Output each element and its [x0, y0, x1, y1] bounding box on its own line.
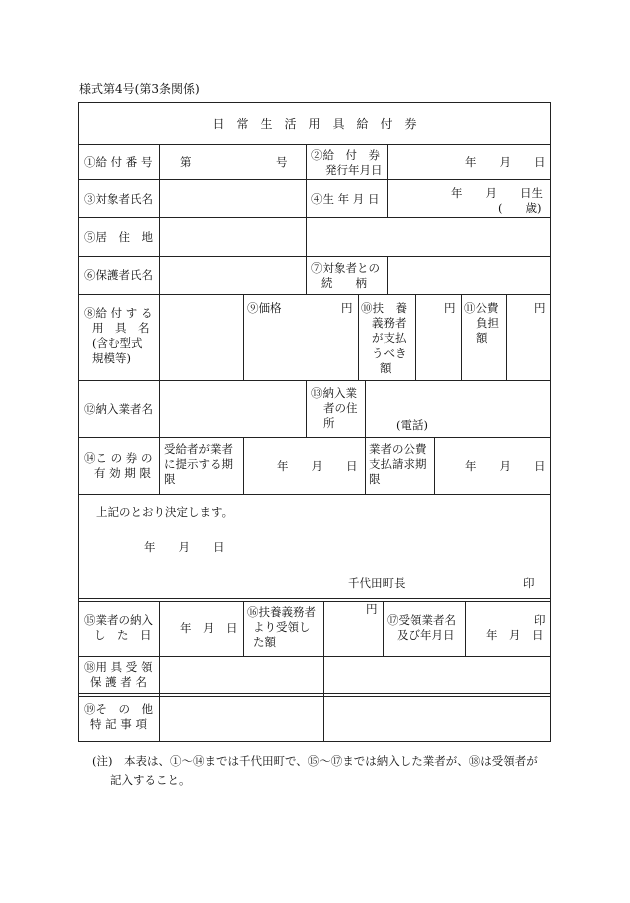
- label-delivered-1: ⑮業者の納入: [84, 613, 153, 627]
- row-divider: [78, 256, 551, 257]
- col-divider: [365, 380, 366, 437]
- label-vendor-name: ⑫納入業者名: [84, 402, 153, 416]
- col-divider: [323, 601, 324, 742]
- label-claim-1: 業者の公費: [369, 442, 427, 456]
- row-divider: [78, 656, 551, 657]
- label-issue-date-2: 発行年月日: [325, 163, 383, 177]
- footnote-line-2: 記入すること。: [110, 773, 191, 787]
- age-field[interactable]: ( 歳): [498, 201, 542, 215]
- public-yen: 円: [534, 301, 546, 315]
- label-receipt-2: 及び年月日: [397, 628, 455, 642]
- row-divider: [78, 494, 551, 495]
- label-support-2: 義務者: [372, 316, 407, 330]
- label-support-1: ⑩扶 養: [361, 301, 407, 315]
- label-item-3: (含む型式: [92, 336, 143, 350]
- row-divider: [78, 601, 551, 602]
- label-received-2: より受領し: [253, 620, 311, 634]
- col-divider: [243, 601, 244, 656]
- label-issue-date-1: ②給 付 券: [311, 148, 380, 162]
- label-address: ⑤居 住 地: [84, 230, 153, 244]
- col-divider: [415, 294, 416, 380]
- label-received-1: ⑯扶養義務者: [247, 605, 316, 619]
- col-divider: [465, 601, 466, 656]
- form-title: 日 常 生 活 用 具 給 付 券: [212, 117, 417, 131]
- col-divider: [461, 294, 462, 380]
- col-divider: [306, 144, 307, 294]
- label-public-2: 負担: [476, 316, 499, 330]
- label-voucher-number: ①給 付 番 号: [84, 155, 153, 169]
- col-divider: [506, 294, 507, 380]
- label-receiver-2: 保 護 者 名: [90, 675, 147, 689]
- label-present-3: 限: [164, 472, 176, 486]
- label-relationship-1: ⑦対象者との: [311, 261, 380, 275]
- label-receiver-1: ⑱用 具 受 領: [84, 660, 153, 674]
- row-divider: [78, 598, 551, 599]
- label-remarks-2: 特 記 事 項: [90, 717, 147, 731]
- voucher-number-suffix: 号: [276, 155, 288, 169]
- label-vendor-addr-3: 所: [323, 416, 335, 430]
- price-yen: 円: [341, 301, 353, 315]
- birth-date-field[interactable]: 年 月 日生: [451, 186, 543, 200]
- row-divider: [78, 217, 551, 218]
- vendor-phone: (電話): [396, 418, 428, 432]
- label-claim-2: 支払請求期: [369, 457, 427, 471]
- col-divider: [387, 144, 388, 217]
- col-divider: [159, 601, 160, 742]
- label-support-3: が支払: [372, 331, 407, 345]
- label-vendor-addr-2: 者の住: [323, 401, 358, 415]
- label-public-1: ⑪公費: [464, 301, 499, 315]
- row-divider: [78, 144, 551, 145]
- label-price: ⑨価格: [247, 301, 282, 315]
- label-public-3: 額: [476, 331, 488, 345]
- row-divider: [78, 696, 551, 697]
- row-divider: [78, 294, 551, 295]
- row-divider: [78, 179, 551, 180]
- col-divider: [306, 380, 307, 437]
- col-divider: [358, 294, 359, 380]
- mayor-name: 千代田町長: [348, 576, 406, 590]
- voucher-number-prefix: 第: [180, 155, 192, 169]
- label-support-4: うべき: [372, 346, 407, 360]
- footnote: [92, 752, 562, 790]
- claim-date-field[interactable]: 年 月 日: [465, 459, 546, 473]
- label-item-2: 用 具 名: [92, 321, 150, 335]
- form-reference: 様式第4号(第3条関係): [79, 82, 200, 96]
- footnote-line-1: (注) 本表は、①〜⑭までは千代田町で、⑮〜⑰までは納入した業者が、⑱は受領者が: [92, 754, 538, 768]
- label-recipient-name: ③対象者氏名: [84, 192, 153, 206]
- row-divider: [78, 693, 551, 694]
- label-present-1: 受給者が業者: [164, 442, 233, 456]
- label-validity-2: 有 効 期 限: [94, 466, 151, 480]
- decision-text: 上記のとおり決定します。: [96, 505, 234, 519]
- label-validity-1: ⑭こ の 券 の: [84, 451, 153, 465]
- receipt-date-field[interactable]: 年 月 日: [486, 628, 544, 642]
- label-relationship-2: 続 柄: [321, 276, 367, 290]
- col-divider: [159, 144, 160, 494]
- col-divider: [383, 601, 384, 656]
- col-divider: [365, 437, 366, 494]
- seal-mark: 印: [523, 576, 535, 590]
- row-divider: [78, 437, 551, 438]
- col-divider: [243, 437, 244, 494]
- label-claim-3: 限: [369, 472, 381, 486]
- label-vendor-addr-1: ⑬納入業: [311, 386, 357, 400]
- present-date-field[interactable]: 年 月 日: [277, 459, 358, 473]
- received-yen: 円: [366, 602, 378, 616]
- label-present-2: に提示する期: [164, 457, 233, 471]
- label-receipt-1: ⑰受領業者名: [387, 613, 456, 627]
- row-divider: [78, 380, 551, 381]
- label-birth-date: ④生 年 月 日: [311, 192, 380, 206]
- receipt-seal: 印: [534, 613, 546, 627]
- issue-date-field[interactable]: 年 月 日: [465, 155, 546, 169]
- col-divider: [434, 437, 435, 494]
- col-divider: [243, 294, 244, 380]
- label-guardian-name: ⑥保護者氏名: [84, 268, 153, 282]
- label-remarks-1: ⑲そ の 他: [84, 702, 153, 716]
- support-yen: 円: [444, 301, 456, 315]
- label-support-5: 額: [380, 361, 392, 375]
- delivered-date-field[interactable]: 年 月 日: [180, 621, 238, 635]
- label-item-4: 規模等): [92, 351, 131, 365]
- label-delivered-2: し た 日: [94, 628, 152, 642]
- label-received-3: た額: [253, 635, 276, 649]
- col-divider: [387, 256, 388, 294]
- decision-date[interactable]: 年 月 日: [144, 540, 225, 554]
- label-item-1: ⑧給 付 す る: [84, 306, 153, 320]
